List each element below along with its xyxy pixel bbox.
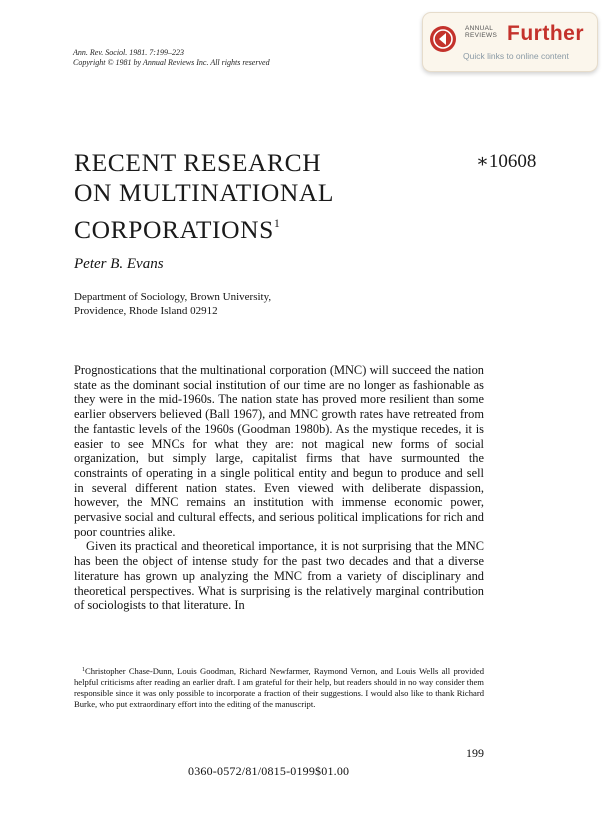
page-number: 199 — [466, 746, 484, 760]
affiliation-line-2: Providence, Rhode Island 02912 — [74, 305, 218, 317]
footnote-text: Christopher Chase-Dunn, Louis Goodman, Richard Newfarmer, Raymond Vernon, and Louis Wells all provided helpful criticisms after reading an earlier draft. I am grateful for their help, but readers should in no way consider them responsible since it was only possible to incorporate a fraction of their suggestions. I would also like to thank Richard Burke, who put extraordinary effort into the editing of the manuscript. — [74, 666, 484, 709]
badge-further-label: Further — [507, 22, 584, 45]
further-links-badge[interactable] — [422, 12, 598, 72]
body-paragraph-2: Given its practical and theoretical importance, it is not surprising that the MNC has been the object of intense study for the past two decades and that a diverse literature has grown up analyzing the MNC from a variety of disciplinary and theoretical perspectives. What is surprising is the relatively marginal contribution of sociologists to that literature. In — [74, 539, 484, 613]
title-line-1: RECENT RESEARCH — [74, 148, 322, 177]
title-line-3-text: CORPORATIONS — [74, 215, 274, 244]
badge-reviews-label: REVIEWS — [465, 32, 498, 39]
author-name: Peter B. Evans — [74, 256, 164, 272]
annual-reviews-logo-icon — [429, 25, 457, 53]
issn-code: 0360-0572/81/0815-0199$01.00 — [188, 764, 350, 778]
journal-header — [73, 48, 270, 68]
affiliation-line-1: Department of Sociology, Brown University, — [74, 291, 272, 303]
article-code: ∗10608 — [476, 151, 537, 172]
title-line-2: ON MULTINATIONAL — [74, 178, 335, 207]
footnote-marker: 1 — [82, 667, 85, 673]
copyright-line: Copyright © 1981 by Annual Reviews Inc. All rights reserved — [73, 58, 270, 67]
article-body — [74, 363, 484, 613]
footnote — [74, 665, 484, 710]
journal-citation: Ann. Rev. Sociol. 1981. 7:199–223 — [73, 48, 184, 57]
annual-reviews-wordmark — [465, 25, 497, 39]
footnote-paragraph — [74, 665, 484, 710]
article-title — [74, 148, 334, 245]
title-line-3 — [74, 208, 334, 245]
title-footnote-marker: 1 — [273, 216, 280, 230]
badge-tagline: Quick links to online content — [463, 51, 569, 61]
badge-annual-label: ANNUAL — [465, 25, 494, 32]
body-paragraph-1: Prognostications that the multinational corporation (MNC) will succeed the nation state as the dominant social institution of our time are no longer as fashionable as they were in the mid-1960s. The nation state has proved more resilient than some earlier observers believed (Ball 1967), and MNC growth rates have retreated from the fantastic levels of the 1960s (Goodman 1980b). As the mystique recedes, it is easier to see MNCs for what they are: not magical new forms of social organization, but simply large, capitalist firms that have surmounted the constraints of operating in a single political entity and begun to produce and sell in several different nation states. Even viewed with deliberate dispassion, however, the MNC remains an institution with immense economic power, pervasive social and cultural effects, and serious political implications for rich and poor countries alike. — [74, 363, 484, 539]
author-affiliation — [74, 290, 271, 318]
